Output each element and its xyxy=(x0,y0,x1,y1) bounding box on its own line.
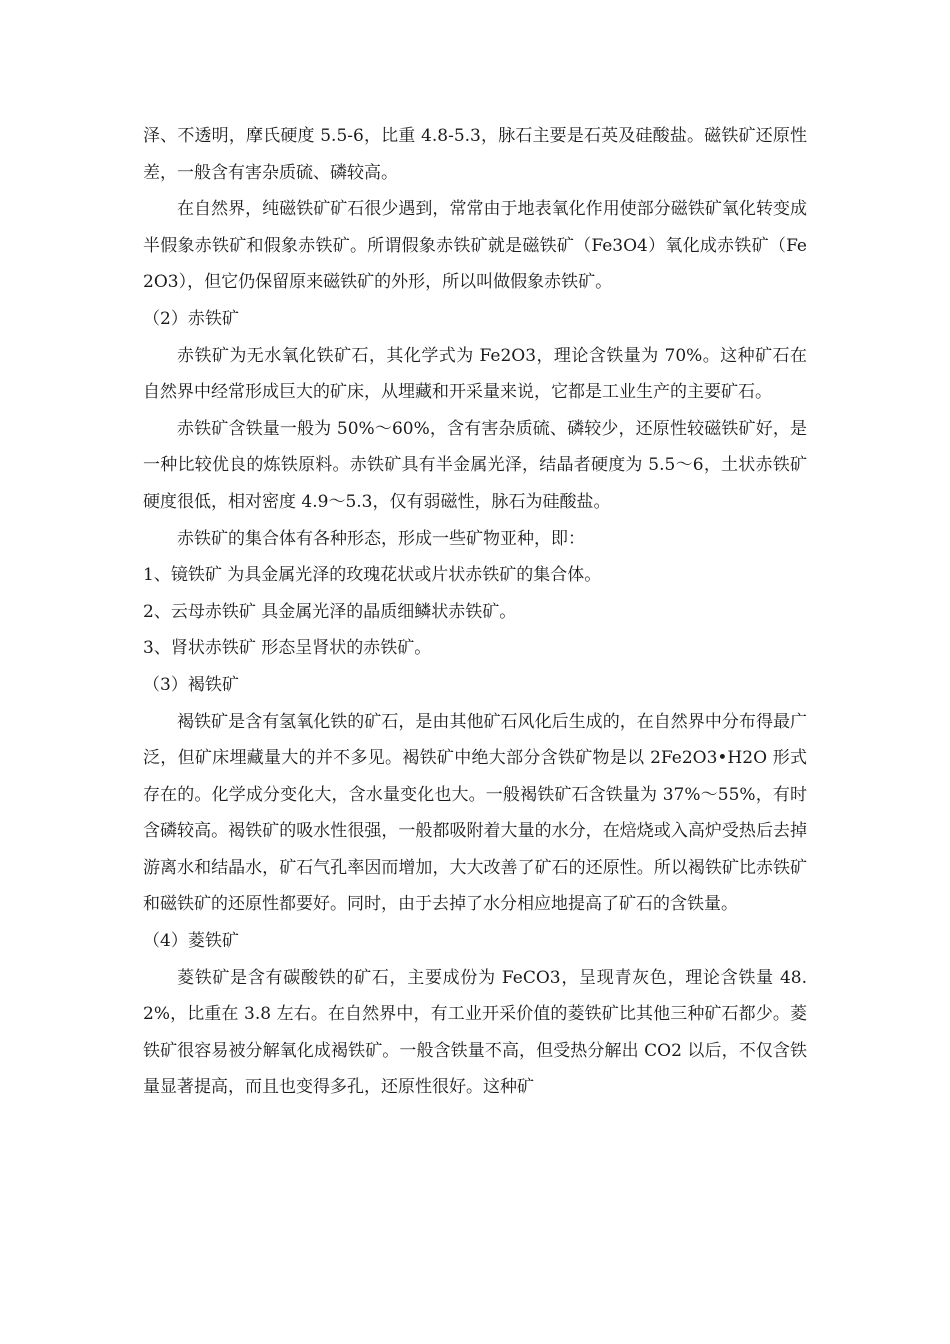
paragraph-hematite-properties: 赤铁矿含铁量一般为 50%～60%，含有害杂质硫、磷较少，还原性较磁铁矿好，是一种比较优良的炼铁原料。赤铁矿具有半金属光泽，结晶者硬度为 5.5～6，土状赤铁矿硬度很低，相对密度 4.9～5.3，仅有弱磁性，脉石为硅酸盐。 xyxy=(143,418,807,512)
list-item-kidney-ore: 3、肾状赤铁矿 形态呈肾状的赤铁矿。 xyxy=(143,638,432,659)
paragraph-pseudo-hematite: 在自然界，纯磁铁矿矿石很少遇到，常常由于地表氧化作用使部分磁铁矿氧化转变成半假象赤铁矿和假象赤铁矿。所谓假象赤铁矿就是磁铁矿（Fe3O4）氧化成赤铁矿（Fe2O3），但它仍保留原来磁铁矿的外形，所以叫做假象赤铁矿。 xyxy=(143,199,807,293)
paragraph-hematite-intro: 赤铁矿为无水氧化铁矿石，其化学式为 Fe2O3，理论含铁量为 70%。这种矿石在自然界中经常形成巨大的矿床，从埋藏和开采量来说，它都是工业生产的主要矿石。 xyxy=(143,345,807,403)
paragraph-magnetite-properties: 泽、不透明，摩氏硬度 5.5-6，比重 4.8-5.3，脉石主要是石英及硅酸盐。磁铁矿还原性差，一般含有害杂质硫、磷较高。 xyxy=(143,126,807,183)
paragraph-hematite-forms: 赤铁矿的集合体有各种形态，形成一些矿物亚种，即： xyxy=(177,528,585,549)
list-item-specularite: 1、镜铁矿 为具金属光泽的玫瑰花状或片状赤铁矿的集合体。 xyxy=(143,565,602,586)
section-heading-limonite: （3）褐铁矿 xyxy=(143,674,239,695)
section-heading-siderite: （4）菱铁矿 xyxy=(143,931,239,952)
document-body xyxy=(143,118,807,1106)
paragraph-limonite: 褐铁矿是含有氢氧化铁的矿石，是由其他矿石风化后生成的，在自然界中分布得最广泛，但矿床埋藏量大的并不多见。褐铁矿中绝大部分含铁矿物是以 2Fe2O3•H2O 形式存在的。化学成分变化大，含水量变化也大。一般褐铁矿石含铁量为 37%～55%，有时含磷较高。褐铁矿的吸水性很强，一般都吸附着大量的水分，在焙烧或入高炉受热后去掉游离水和结晶水，矿石气孔率因而增加，大大改善了矿石的还原性。所以褐铁矿比赤铁矿和磁铁矿的还原性都要好。同时，由于去掉了水分相应地提高了矿石的含铁量。 xyxy=(143,711,807,915)
paragraph-siderite: 菱铁矿是含有碳酸铁的矿石，主要成份为 FeCO3，呈现青灰色，理论含铁量 48.2%，比重在 3.8 左右。在自然界中，有工业开采价值的菱铁矿比其他三种矿石都少。菱铁矿很容易被分解氧化成褐铁矿。一般含铁量不高，但受热分解出 CO2 以后，不仅含铁量显著提高，而且也变得多孔，还原性很好。这种矿 xyxy=(143,967,807,1098)
section-heading-hematite: （2）赤铁矿 xyxy=(143,308,239,329)
list-item-micaceous-hematite: 2、云母赤铁矿 具金属光泽的晶质细鳞状赤铁矿。 xyxy=(143,601,517,622)
